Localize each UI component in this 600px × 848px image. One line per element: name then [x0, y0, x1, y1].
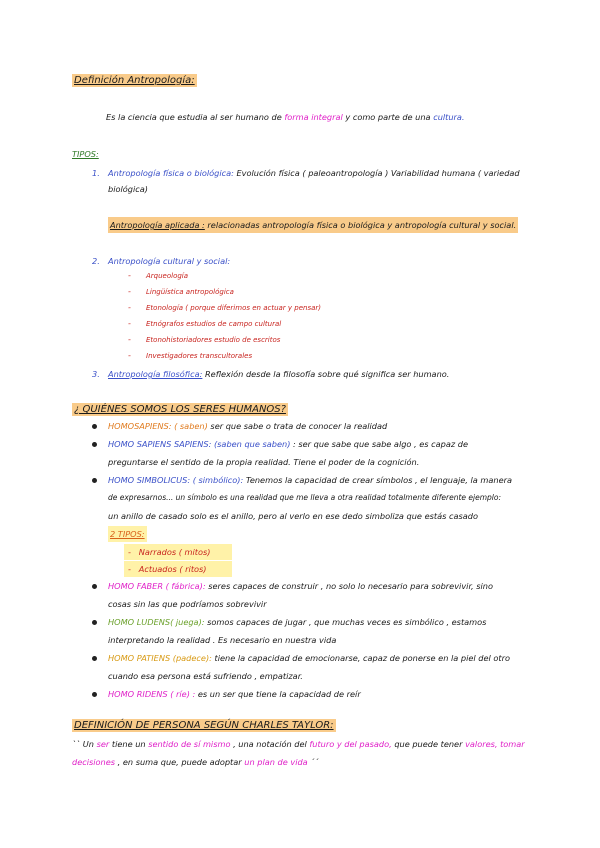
dash-2: - — [128, 287, 131, 296]
homo-sapiens-text: ser que sabe o trata de conocer la realidad — [207, 421, 388, 431]
quote-sentido: sentido de sí mismo — [148, 739, 231, 749]
quote-line-1 — [72, 736, 525, 752]
tipo-3-text: Reflexión desde la filosofía sobre qué significa ser humano. — [202, 369, 450, 379]
definition-text-2: y como parte de una — [342, 112, 434, 122]
homo-ludens — [108, 614, 486, 630]
definition-forma-integral: forma integral — [284, 112, 343, 122]
homo-sapiens-sapiens — [108, 436, 468, 452]
homo-simbolicus-label: HOMO SIMBOLICUS: ( simbólico): — [108, 475, 244, 485]
tipo-narrados: - Narrados ( mitos) — [124, 544, 232, 560]
subitem-6: Investigadores transcultorales — [146, 352, 253, 360]
homo-simbolicus — [108, 472, 512, 488]
homo-patiens — [108, 650, 510, 666]
subitem-1: Arqueología — [146, 272, 189, 280]
quote-plan: un plan de vida — [244, 757, 308, 767]
homo-faber-text-2: cosas sin las que podríamos sobrevivir — [108, 599, 267, 609]
bullet-4 — [92, 584, 97, 589]
tipo-1-label: Antropología física o biológica: — [108, 168, 234, 178]
quote-ser: ser — [96, 739, 110, 749]
tipo-1-text: Evolución física ( paleoantropología ) Variabilidad humana ( variedad — [233, 168, 520, 178]
homo-sapiens-sapiens-text: : ser que sabe que sabe algo , es capaz de — [290, 439, 469, 449]
tipo-1-text-cont: biológica) — [108, 184, 148, 194]
homo-faber-text: seres capaces de construir , no solo lo necesario para sobrevivir, sino — [205, 581, 493, 591]
homo-faber-label: HOMO FABER ( fábrica): — [108, 581, 206, 591]
homo-ludens-text: somos capaces de jugar , que muchas veces es simbólico , estamos — [204, 617, 487, 627]
homo-simbolicus-text-3: un anillo de casado solo es el anillo, pero al verlo en ese dedo simboliza que estás casado — [108, 511, 478, 521]
bullet-6 — [92, 656, 97, 661]
bullet-5 — [92, 620, 97, 625]
dos-tipos-label: 2 TIPOS: — [108, 526, 147, 542]
bullet-7 — [92, 692, 97, 697]
dash-6: - — [128, 351, 131, 360]
definition-text: Es la ciencia que estudia al ser humano de — [106, 112, 285, 122]
tipo-actuados: - Actuados ( ritos) — [124, 561, 232, 577]
homo-sapiens-label: HOMOSAPIENS: ( saben) — [108, 421, 208, 431]
heading-definicion: Definición Antropología: — [74, 75, 195, 86]
homo-patiens-label: HOMO PATIENS (padece): — [108, 653, 212, 663]
homo-ridens-text: es un ser que tiene la capacidad de reír — [195, 689, 361, 699]
quote-text-4: , en suma que, puede adoptar — [115, 757, 245, 767]
tipo-3-label: Antropología filosófica: — [108, 369, 203, 379]
quote-line-2 — [72, 754, 319, 770]
definition-cultura: cultura. — [433, 112, 465, 122]
homo-sapiens-sapiens-label: HOMO SAPIENS SAPIENS: (saben que saben) — [108, 439, 291, 449]
homo-ludens-label: HOMO LUDENS( juega): — [108, 617, 205, 627]
heading-quienes: ¿ QUIÉNES SOMOS LOS SERES HUMANOS? — [74, 404, 286, 415]
homo-patiens-text: tiene la capacidad de emocionarse, capaz de ponerse en la piel del otro — [211, 653, 510, 663]
dash-4: - — [128, 319, 131, 328]
subitem-5: Etonohistoriadores estudio de escritos — [146, 336, 281, 344]
dash-5: - — [128, 335, 131, 344]
homo-sapiens — [108, 418, 387, 434]
tipo-1 — [108, 165, 520, 181]
homo-sapiens-sapiens-text-2: preguntarse el sentido de la propia realidad. Tiene el poder de la cognición. — [108, 457, 420, 467]
homo-faber — [108, 578, 493, 594]
tipo-3 — [108, 366, 449, 382]
definition-paragraph — [106, 109, 465, 125]
antropologia-aplicada — [108, 217, 518, 233]
tipo-3-num: 3. — [92, 369, 100, 379]
aplicada-label: Antropología aplicada : — [110, 220, 205, 230]
subitem-4: Etnógrafos estudios de campo cultural — [146, 320, 282, 328]
quote-close: ´´ — [307, 757, 319, 767]
heading-definicion-persona: DEFINICIÓN DE PERSONA SEGÚN CHARLES TAYLOR: — [74, 720, 334, 731]
homo-ludens-text-2: interpretando la realidad . Es necesario en nuestra vida — [108, 635, 337, 645]
quote-open: `` Un — [72, 739, 97, 749]
tipos-title: TIPOS: — [72, 149, 99, 159]
homo-simbolicus-text: Tenemos la capacidad de crear símbolos , el lenguaje, la manera — [243, 475, 513, 485]
tipo-1-num: 1. — [92, 168, 100, 178]
tipo-2-label: Antropología cultural y social: — [108, 256, 231, 266]
homo-patiens-text-2: cuando esa persona está sufriendo , empatizar. — [108, 671, 303, 681]
dash-1: - — [128, 271, 131, 280]
subitem-2: Lingüística antropológica — [146, 288, 234, 296]
tipo-narrados-text: Narrados ( mitos) — [138, 547, 211, 557]
bullet-1 — [92, 424, 97, 429]
aplicada-text: relacionadas antropología física o biológica y antropología cultural y social. — [204, 220, 517, 230]
quote-valores: valores, tomar — [465, 739, 525, 749]
tipo-actuados-text: Actuados ( ritos) — [138, 564, 207, 574]
bullet-3 — [92, 478, 97, 483]
homo-simbolicus-text-2: de expresarnos... un símbolo es una realidad que me lleva a otra realidad totalmente diferente ejemplo: — [108, 493, 501, 502]
quote-futuro: futuro y del pasado, — [309, 739, 392, 749]
homo-ridens-label: HOMO RIDENS ( ríe) : — [108, 689, 196, 699]
quote-text-2: , una notación del — [230, 739, 310, 749]
dash-3: - — [128, 303, 131, 312]
homo-ridens — [108, 686, 361, 702]
tipo-2-num: 2. — [92, 256, 100, 266]
bullet-2 — [92, 442, 97, 447]
subitem-3: Etonología ( porque diferimos en actuar y pensar) — [146, 304, 322, 312]
quote-decisiones: decisiones — [72, 757, 116, 767]
quote-text-3: que puede tener — [391, 739, 466, 749]
quote-text-1: tiene un — [109, 739, 149, 749]
